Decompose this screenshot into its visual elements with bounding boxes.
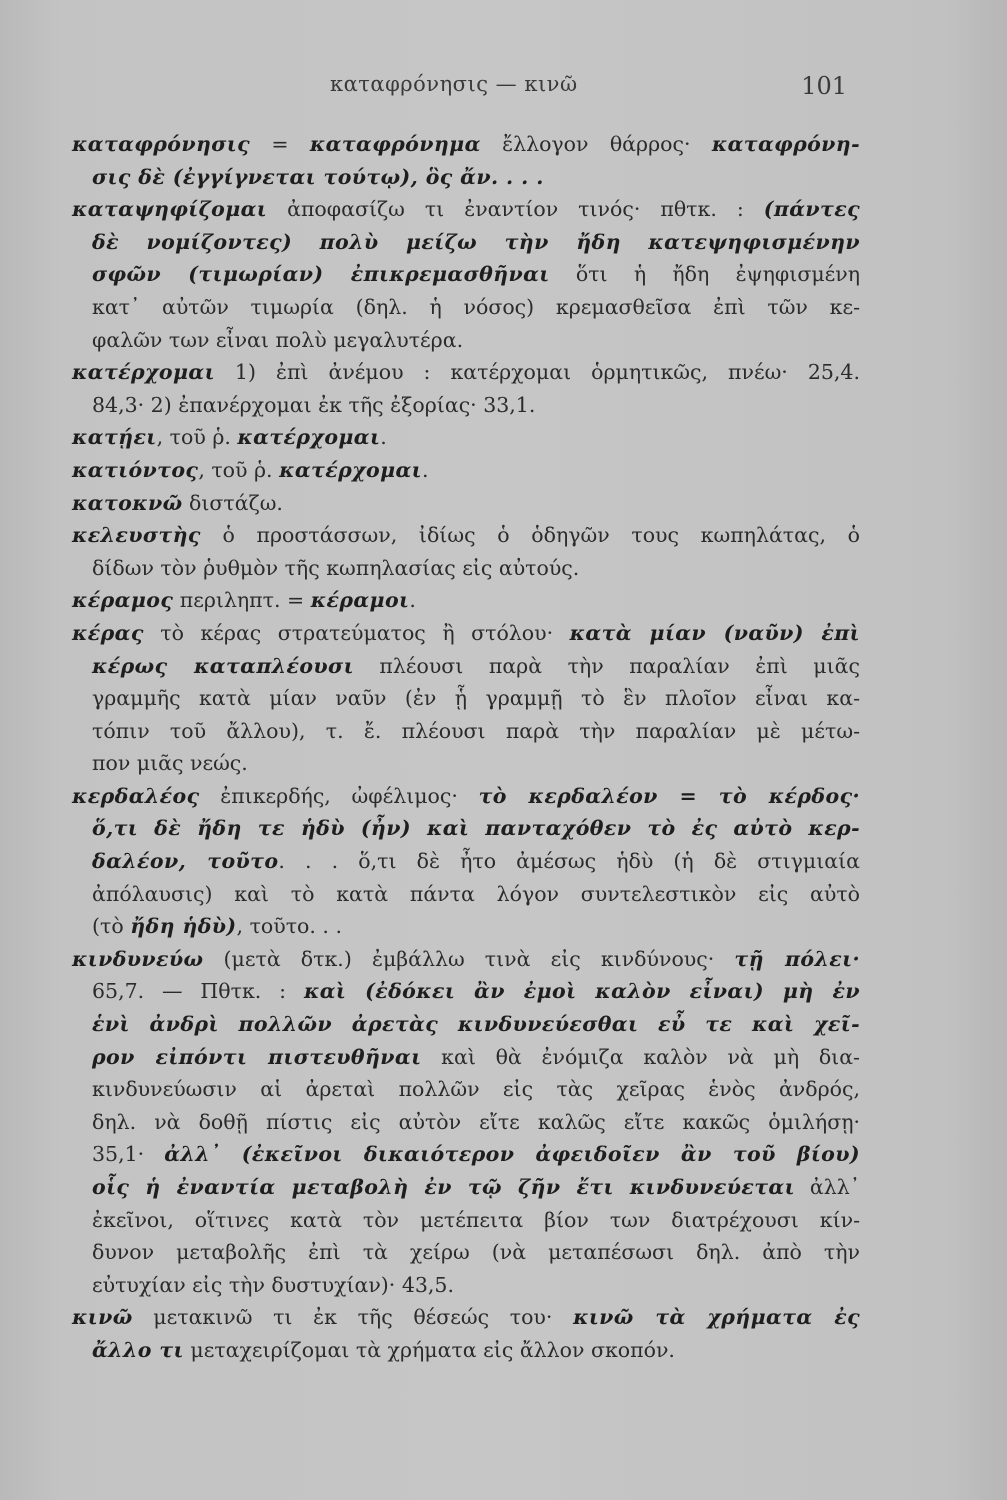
entry-headword-line — [50, 193, 860, 226]
entry-headword-line — [50, 487, 860, 520]
entry-headword-line — [50, 128, 860, 161]
entry-headword-line — [50, 584, 860, 617]
greek-lemma: κατιόντος — [72, 457, 199, 482]
gloss-text: ἔλλογον θάρρος· — [480, 132, 712, 156]
gloss-text: τόπιν τοῦ ἄλλου), τ. ἔ. πλέουσι παρὰ τὴν παραλίαν μὲ μέτω- — [92, 718, 860, 743]
greek-lemma: (πάντες — [763, 197, 860, 222]
gloss-text: . . . ὅ,τι δὲ ἦτο ἀμέσως ἡδὺ (ἡ δὲ στιγμιαία — [278, 849, 860, 874]
gloss-text: 35,1· — [92, 1142, 165, 1167]
gloss-text: (μετὰ δτκ.) ἐμβάλλω τινὰ εἰς κινδύνους· — [203, 946, 735, 971]
gloss-text: . — [380, 425, 387, 450]
gloss-text: περιληπτ. = — [173, 588, 311, 613]
entry-text-line — [70, 1106, 860, 1139]
entry-text-line — [70, 291, 860, 324]
entry-headword-line — [50, 421, 860, 454]
greek-lemma: ὅ,τι δὲ ἤδη τε ἡδὺ (ἦν) καὶ πανταχόθεν τὸ ἐς αὐτὸ κερ- — [92, 816, 860, 841]
greek-lemma: σις δὲ (ἐγγίγνεται τούτῳ), ὃς ἄν. . . . — [92, 164, 544, 189]
greek-lemma: καταφρόνησις — [72, 132, 251, 156]
entry-text-line — [70, 1204, 860, 1237]
greek-lemma: καταφρόνη- — [711, 132, 860, 156]
gloss-text: πον μιᾶς νεώς. — [92, 751, 248, 776]
greek-lemma: κατὰ μίαν (ναῦν) ἐπὶ — [569, 620, 860, 645]
gloss-text: , τοῦ ῥ. — [198, 457, 280, 482]
greek-lemma: κατέρχομαι — [72, 360, 215, 385]
greek-lemma: κερδαλέος — [72, 783, 200, 808]
entry-text-line — [70, 1138, 860, 1171]
entry-text-line — [70, 1008, 860, 1041]
greek-lemma: κινῶ — [72, 1305, 133, 1330]
gloss-text: διστάζω. — [182, 490, 283, 515]
entry-text-line — [70, 1041, 860, 1074]
gloss-text: . — [421, 457, 429, 482]
greek-lemma: καταφρόνημα — [309, 132, 481, 156]
gloss-text: πλέουσι παρὰ τὴν παραλίαν ἐπὶ μιᾶς — [353, 653, 860, 678]
gloss-text: ὁ προστάσσων, ἰδίως ὁ ὁδηγῶν τους κωπηλάτας, ὁ — [200, 523, 860, 548]
entry-headword-line — [50, 943, 860, 976]
gloss-text: εὐτυχίαν εἰς τὴν δυστυχίαν)· 43,5. — [92, 1272, 454, 1297]
gloss-text: . — [409, 588, 416, 613]
entry-headword-line — [50, 617, 860, 650]
greek-lemma: κέρας — [72, 620, 144, 645]
greek-lemma: κατέρχομαι — [279, 457, 422, 482]
page-number: 101 — [801, 72, 847, 100]
greek-lemma: δαλέον, τοῦτο — [92, 849, 279, 874]
entry-headword-line — [50, 454, 860, 487]
gloss-text: τὸ κέρας στρατεύματος ἢ στόλου· — [143, 620, 570, 645]
gloss-text: (τὸ — [92, 914, 131, 939]
entry-text-line — [70, 747, 860, 780]
entry-text-line — [70, 910, 860, 943]
gloss-text: δηλ. νὰ δοθῇ πίστις εἰς αὐτὸν εἴτε καλῶς εἴτε κακῶς ὁμιλήσῃ· — [92, 1109, 860, 1134]
greek-lemma: ἤδη ἡδὺ) — [130, 914, 237, 939]
entry-text-line — [70, 812, 860, 845]
greek-lemma: κέρως καταπλέουσι — [92, 653, 354, 678]
gloss-text: 65,7. — Πθτκ. : — [92, 979, 304, 1004]
gloss-text: ἐκεῖνοι, οἵτινες κατὰ τὸν μετέπειτα βίον των διατρέχουσι κίν- — [92, 1207, 860, 1232]
gloss-text: 84,3· 2) ἐπανέρχομαι ἐκ τῆς ἐξορίας· 33,1. — [92, 392, 536, 417]
entry-text-line — [70, 682, 860, 715]
entry-text-line — [70, 715, 860, 748]
entry-text-line — [70, 226, 860, 259]
entry-text-line — [70, 845, 860, 878]
greek-lemma: κέραμος — [72, 588, 174, 613]
greek-lemma: σφῶν (τιμωρίαν) ἐπικρεμασθῆναι — [92, 262, 550, 287]
greek-lemma: ρον εἰπόντι πιστευθῆναι — [92, 1044, 422, 1069]
gloss-text: γραμμῆς κατὰ μίαν ναῦν (ἐν ᾗ γραμμῇ τὸ ἓν πλοῖον εἶναι κα- — [92, 686, 860, 711]
gloss-text: καὶ θὰ ἐνόμιζα καλὸν νὰ μὴ δια- — [421, 1044, 860, 1069]
greek-lemma: τὸ κερδαλέον = τὸ κέρδος· — [478, 783, 860, 808]
gloss-text: κινδυνεύωσιν αἱ ἀρεταὶ πολλῶν εἰς τὰς χεῖρας ἑνὸς ἀνδρός, — [92, 1077, 860, 1102]
running-title: καταφρόνησις — κινῶ — [330, 72, 578, 96]
entry-headword-line — [50, 519, 860, 552]
gloss-text: ὅτι ἡ ἤδη ἐψηφισμένη — [549, 262, 860, 287]
entry-headword-line — [50, 356, 860, 389]
entry-text-line — [70, 552, 860, 585]
entry-headword-line — [50, 780, 860, 813]
entry-text-line — [70, 975, 860, 1008]
entry-text-line — [70, 1171, 860, 1204]
page-header — [0, 72, 1007, 104]
entry-text-line — [70, 389, 860, 422]
greek-lemma: κινδυνεύω — [72, 946, 204, 971]
greek-lemma: οἷς ἡ ἐναντία μεταβολὴ ἐν τῷ ζῆν ἔτι κινδυνεύεται — [92, 1175, 795, 1199]
greek-lemma: κέραμοι — [310, 588, 410, 613]
greek-lemma: καταψηφίζομαι — [72, 197, 268, 222]
greek-lemma: κελευστὴς — [72, 523, 201, 548]
entry-text-line — [70, 1073, 860, 1106]
entry-text-line — [70, 258, 860, 291]
gloss-text: μεταχειρίζομαι τὰ χρήματα εἰς ἄλλον σκοπόν. — [183, 1337, 675, 1362]
gloss-text: = — [250, 132, 310, 156]
gloss-text: ἀποφασίζω τι ἐναντίον τινός· πθτκ. : — [267, 197, 764, 222]
gloss-text: δίδων τὸν ῥυθμὸν τῆς κωπηλασίας εἰς αὐτούς. — [92, 555, 580, 580]
greek-lemma: κινῶ τὰ χρήματα ἐς — [573, 1305, 860, 1330]
gloss-text: μετακινῶ τι ἐκ τῆς θέσεώς του· — [132, 1305, 574, 1330]
gloss-text: , τοῦ ῥ. — [156, 425, 238, 450]
greek-lemma: ἀλλ᾽ (ἐκεῖνοι δικαιότερον ἀφειδοῖεν ἂν τοῦ βίου) — [164, 1142, 860, 1167]
gloss-text: φαλῶν των εἶναι πολὺ μεγαλυτέρα. — [92, 327, 464, 352]
entry-text-line — [70, 1334, 860, 1367]
greek-lemma: καὶ (ἐδόκει ἂν ἐμοὶ καλὸν εἶναι) μὴ ἐν — [303, 979, 860, 1004]
greek-lemma: κατοκνῶ — [72, 490, 183, 515]
dictionary-entries — [70, 128, 860, 1367]
greek-lemma: δὲ νομίζοντες) πολὺ μείζω τὴν ἤδη κατεψηφισμένην — [92, 229, 860, 254]
entry-text-line — [70, 161, 860, 194]
entry-text-line — [70, 324, 860, 357]
gloss-text: κατ᾽ αὐτῶν τιμωρία (δηλ. ἡ νόσος) κρεμασθεῖσα ἐπὶ τῶν κε- — [92, 294, 860, 319]
entry-text-line — [70, 650, 860, 683]
greek-lemma: ἑνὶ ἀνδρὶ πολλῶν ἀρετὰς κινδυνεύεσθαι εὖ τε καὶ χεῖ- — [92, 1012, 860, 1037]
greek-lemma: κατῄει — [72, 425, 157, 450]
gloss-text: ἀλλ᾽ — [794, 1175, 860, 1199]
gloss-text: ἐπικερδής, ὠφέλιμος· — [199, 783, 479, 808]
entry-headword-line — [50, 1301, 860, 1334]
gloss-text: , τοῦτο. . . — [236, 914, 342, 939]
greek-lemma: κατέρχομαι — [237, 425, 381, 450]
entry-text-line — [70, 1269, 860, 1302]
gloss-text: 1) ἐπὶ ἀνέμου : κατέρχομαι ὁρμητικῶς, πνέω· 25,4. — [214, 360, 860, 385]
entry-text-line — [70, 878, 860, 911]
gloss-text: ἀπόλαυσις) καὶ τὸ κατὰ πάντα λόγον συντελεστικὸν εἰς αὐτὸ — [92, 881, 860, 906]
entry-text-line — [70, 1236, 860, 1269]
greek-lemma: ἄλλο τι — [92, 1337, 184, 1362]
greek-lemma: τῇ πόλει· — [734, 946, 860, 971]
gloss-text: δυνον μεταβολῆς ἐπὶ τὰ χείρω (νὰ μεταπέσωσι δηλ. ἀπὸ τὴν — [92, 1240, 860, 1265]
